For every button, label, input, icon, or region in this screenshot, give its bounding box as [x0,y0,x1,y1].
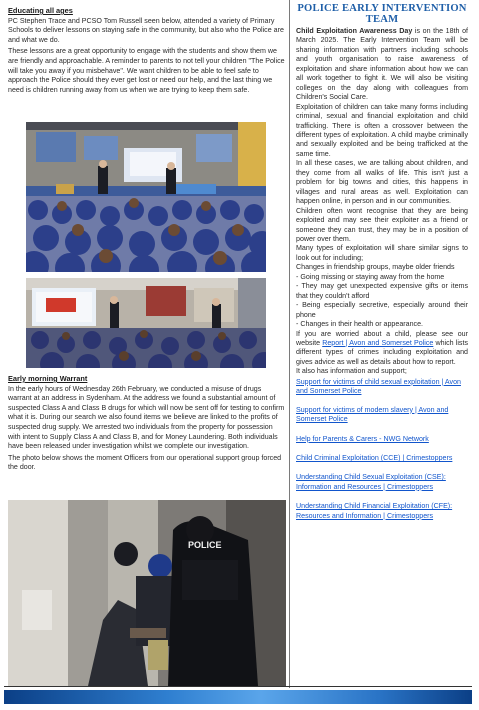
warrant-photo [8,500,286,686]
link-cse-info[interactable]: Understanding Child Sexual Exploitation (CSE): Information and Resources | Crimestoppers [296,473,446,491]
footer-banner [4,690,472,704]
link-cse-support[interactable]: Support for victims of child sexual exploitation | Avon and Somerset Police [296,377,461,396]
school-hall-photo-1 [26,122,266,272]
recognise-paragraph: Children often wont recognise that they are being exploited and may see their exploiter as a friend or someone they can trust, they may be in a position of power over them. [296,206,468,243]
awareness-day-name: Child Exploitation Awareness Day [296,27,413,35]
link-cce[interactable]: Child Criminal Exploitation (CCE) | Crimestoppers [296,454,453,463]
sign-item: - Going missing or staying away from the home [296,272,445,281]
school-hall-photo-2 [26,278,266,368]
forms-paragraph: Exploitation of children can take many forms including criminal, sexual and financial exploitation and child trafficking. There is often a crossover between the different types of exploitation. A child maybe criminally and sexually exploited and be being trafficked at the same time. [296,102,468,158]
sign-item: - Changes in their health or appearance. [296,320,423,329]
intro-rest: is on the 18th of March 2025. The Early Intervention Team will be sharing information with partners including schools and youth organisation to raise awareness of exploitation and share information about how we can all work together to fight it. We will also be visiting colleges on the day along with colleagues from Children's Social Care. [296,27,468,102]
intro-paragraph [296,27,468,103]
sign-item: - They may get unexpected expensive gifts or items that they couldn't afford [296,282,468,300]
educating-paragraph-2: These lessons are a great opportunity to engage with the students and show them we are friendly and approachable. A reminder to parents to not tell your children "The Police will take you away if you misbehave". We want children to be able to feel safe to approach the Police should they ever get lost or need our help, and the last thing we need is children running away from us when we are trying to keep them safe. [8,47,285,94]
link-nwg-network[interactable]: Help for Parents & Carers - NWG Network [296,434,429,443]
page-title: POLICE EARLY INTERVENTION TEAM [297,3,467,25]
police-vest-text: POLICE [188,540,222,550]
sign-item: Changes in friendship groups, maybe older friends [296,263,455,272]
sign-item: - Being especially secretive, especially around their phone [296,301,468,319]
worried-text-b: which lists different types of crimes including exploitation and gives advice as well as details about how to report. [296,338,469,366]
walks-of-life-paragraph: In all these cases, we are talking about children, and they come from all walks of life. This isn't just a problem for big towns and cities, this happens in villages and rural areas as well. Exploitation can happen online, in person and in our communities. [296,159,468,206]
signs-intro: Many types of exploitation will share similar signs to look out for including; [296,244,468,262]
warrant-section [8,374,286,475]
left-column [8,6,286,97]
support-links [296,378,468,522]
support-intro: It also has information and support; [296,367,407,376]
early-intervention-text [296,27,468,377]
report-link[interactable]: Report | Avon and Somerset Police [322,338,434,347]
section-heading-educating: Educating all ages [8,6,73,15]
warrant-paragraph-1: In the early hours of Wednesday 26th February, we conducted a misuse of drugs warrant at an address in Sydenham. At the address we found a substantial amount of suspected Class A and Class B drugs for which will now be sent off for testing to confirm what it is. During our search we also found items we believe are linked to the profits of suspected drug supply. We arrested two individuals from the property for possession with intent to Supply Class A and Class B, and for Money Laundering. Both individuals have been released under investigation whilst we complete our investigation. [8,384,285,451]
right-column [289,0,472,688]
footer-divider [4,686,472,687]
educating-paragraph-1: PC Stephen Trace and PCSO Tom Russell seen below, attended a variety of Primary Schools to deliver lessons on staying safe in the community, but also who the Police are and what we do. [8,16,284,44]
warrant-paragraph-2: The photo below shows the moment Officers from our operational support group forced the door. [8,453,282,472]
section-heading-warrant: Early morning Warrant [8,374,88,383]
link-modern-slavery[interactable]: Support for victims of modern slavery | Avon and Somerset Police [296,405,449,424]
link-cfe[interactable]: Understanding Child Financial Exploitation (CFE): Resources and Information | Crimestoppers [296,502,453,520]
worried-paragraph [296,330,468,368]
worried-text-a: If you are worried about a child, please see our website [296,329,468,347]
